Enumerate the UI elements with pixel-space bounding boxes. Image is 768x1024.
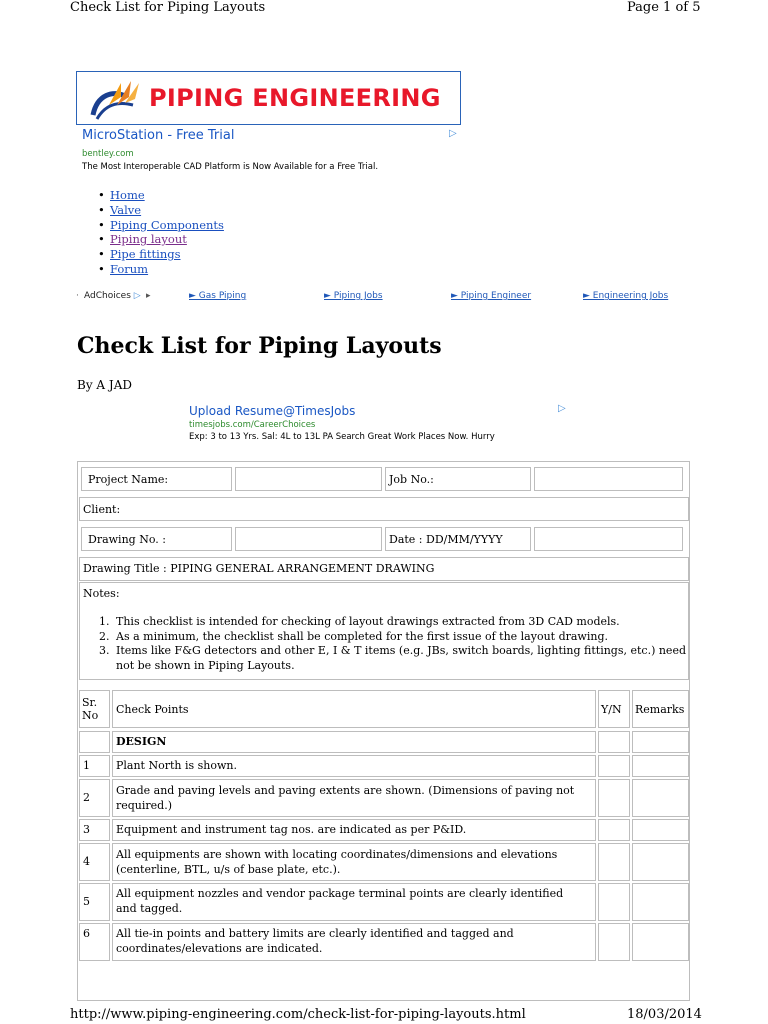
row-text: All equipment nozzles and vendor package terminal points are clearly identified and tagged. bbox=[116, 887, 564, 915]
ad2-description: Exp: 3 to 13 Yrs. Sal: 4L to 13L PA Search Great Work Places Now. Hurry bbox=[189, 432, 495, 442]
row-remarks-cell[interactable] bbox=[632, 923, 689, 961]
section-title: DESIGN bbox=[116, 735, 167, 748]
section-title-cell bbox=[112, 731, 596, 753]
row-remarks-cell[interactable] bbox=[632, 883, 689, 921]
ad2-adchoices-icon[interactable]: ▷ bbox=[558, 403, 566, 414]
note-item: 3. Items like F&G detectors and other E, I & T items (e.g. JBs, switch boards, lighting fittings, etc.) need not be shown in Piping Layouts. bbox=[99, 644, 686, 672]
nav-link-pipe-fittings[interactable]: Pipe fittings bbox=[110, 247, 181, 262]
project-name-value bbox=[235, 467, 382, 491]
row-yn-cell[interactable] bbox=[598, 755, 630, 777]
ad-url[interactable]: bentley.com bbox=[82, 149, 134, 159]
row-number: 4 bbox=[83, 855, 90, 868]
adrow-dot: · bbox=[76, 291, 79, 301]
drawing-no-value bbox=[235, 527, 382, 551]
row-yn-cell[interactable] bbox=[598, 883, 630, 921]
row-number: 5 bbox=[83, 895, 90, 908]
job-no-value bbox=[534, 467, 683, 491]
nav-item-piping-components: • Piping Components bbox=[98, 217, 224, 232]
adchoices-text: AdChoices bbox=[84, 291, 131, 301]
col-header-remarks-label: Remarks bbox=[635, 703, 685, 716]
note-item: 1. This checklist is intended for checking of layout drawings extracted from 3D CAD models. bbox=[99, 615, 620, 628]
row-text: Equipment and instrument tag nos. are indicated as per P&ID. bbox=[116, 823, 467, 836]
print-header-title: Check List for Piping Layouts bbox=[70, 0, 266, 15]
adchoices-label[interactable] bbox=[84, 291, 141, 301]
adrow-arrow-icon: ▸ bbox=[146, 291, 151, 301]
date-value bbox=[534, 527, 683, 551]
col-header-sr-label: Sr. No bbox=[82, 696, 99, 722]
ad2-title-link[interactable]: Upload Resume@TimesJobs bbox=[189, 404, 356, 418]
nav-item-piping-layout: • Piping layout bbox=[98, 232, 187, 247]
adlink-gas-piping[interactable] bbox=[189, 291, 246, 301]
row-number: 6 bbox=[83, 927, 90, 940]
project-name-label: Project Name: bbox=[88, 473, 169, 486]
ad2-url[interactable]: timesjobs.com/CareerChoices bbox=[189, 420, 316, 430]
row-number: 3 bbox=[83, 823, 90, 836]
row-yn-cell[interactable] bbox=[598, 843, 630, 881]
row-number: 1 bbox=[83, 759, 90, 772]
row-number: 2 bbox=[83, 791, 90, 804]
note-text: This checklist is intended for checking of layout drawings extracted from 3D CAD models. bbox=[116, 615, 620, 628]
nav-link-valve[interactable]: Valve bbox=[110, 202, 142, 217]
adlink-piping-engineer[interactable] bbox=[451, 291, 531, 301]
notes-label: Notes: bbox=[83, 587, 120, 600]
drawing-title-label: Drawing Title : PIPING GENERAL ARRANGEMENT DRAWING bbox=[83, 562, 435, 575]
note-text: Items like F&G detectors and other E, I & T items (e.g. JBs, switch boards, lighting fittings, etc.) need not be shown in Piping Layouts. bbox=[116, 644, 686, 672]
section-remarks-cell bbox=[632, 731, 689, 753]
row-text: All tie-in points and battery limits are clearly identified and tagged and coordinates/elevations are indicated. bbox=[116, 927, 514, 955]
nav-link-home[interactable]: Home bbox=[110, 188, 145, 202]
adchoices-play-icon: ▷ bbox=[133, 291, 141, 301]
section-yn-cell bbox=[598, 731, 630, 753]
nav-item-home: • Home bbox=[98, 188, 145, 202]
row-remarks-cell[interactable] bbox=[632, 843, 689, 881]
row-remarks-cell[interactable] bbox=[632, 755, 689, 777]
client-label: Client: bbox=[83, 503, 121, 516]
row-yn-cell[interactable] bbox=[598, 819, 630, 841]
site-nav bbox=[98, 188, 224, 277]
adlink-engineering-jobs[interactable] bbox=[583, 291, 668, 301]
row-text: All equipments are shown with locating coordinates/dimensions and elevations (centerline, BTL, u/s of base plate, etc.). bbox=[116, 848, 558, 876]
date-label: Date : DD/MM/YYYY bbox=[389, 533, 503, 546]
nav-item-forum: • Forum bbox=[98, 261, 149, 276]
row-yn-cell[interactable] bbox=[598, 923, 630, 961]
adlink-piping-jobs[interactable] bbox=[324, 291, 383, 301]
col-header-yn-label: Y/N bbox=[601, 703, 622, 716]
nav-link-piping-components[interactable]: Piping Components bbox=[110, 217, 224, 232]
section-sr-cell bbox=[79, 731, 110, 753]
site-logo[interactable] bbox=[76, 71, 461, 125]
row-yn-cell[interactable] bbox=[598, 779, 630, 817]
adlink-engineering-jobs-label: ► Engineering Jobs bbox=[583, 291, 669, 301]
client-cell bbox=[79, 497, 689, 521]
print-footer-url: http://www.piping-engineering.com/check-list-for-piping-layouts.html bbox=[70, 1007, 526, 1022]
nav-link-forum[interactable]: Forum bbox=[110, 261, 149, 276]
nav-item-pipe-fittings: • Pipe fittings bbox=[98, 247, 181, 262]
note-item: 2. As a minimum, the checklist shall be completed for the first issue of the layout drawing. bbox=[99, 629, 608, 643]
nav-item-valve: • Valve bbox=[98, 202, 142, 217]
drawing-no-label: Drawing No. : bbox=[88, 533, 166, 546]
adlink-piping-engineer-label: ► Piping Engineer bbox=[451, 291, 532, 301]
nav-link-piping-layout[interactable]: Piping layout bbox=[110, 232, 187, 247]
print-header-page: Page 1 of 5 bbox=[627, 0, 701, 15]
page-title: Check List for Piping Layouts bbox=[77, 333, 442, 359]
row-text: Grade and paving levels and paving extents are shown. (Dimensions of paving not required.) bbox=[116, 784, 575, 812]
pipe-swoosh-icon bbox=[87, 75, 145, 123]
print-footer-date: 18/03/2014 bbox=[627, 1007, 702, 1022]
logo-text: PIPING ENGINEERING bbox=[149, 84, 441, 112]
row-text: Plant North is shown. bbox=[116, 759, 237, 772]
note-text: As a minimum, the checklist shall be completed for the first issue of the layout drawing. bbox=[116, 629, 608, 643]
adchoices-icon[interactable]: ▷ bbox=[449, 128, 457, 139]
adlink-piping-jobs-label: ► Piping Jobs bbox=[324, 291, 383, 301]
row-remarks-cell[interactable] bbox=[632, 779, 689, 817]
byline: By A JAD bbox=[77, 378, 132, 392]
adlink-gas-piping-label: ► Gas Piping bbox=[189, 291, 247, 301]
ad-title-link[interactable]: MicroStation - Free Trial bbox=[82, 128, 235, 143]
row-remarks-cell[interactable] bbox=[632, 819, 689, 841]
notes-list bbox=[99, 615, 706, 673]
ad-description: The Most Interoperable CAD Platform is Now Available for a Free Trial. bbox=[82, 162, 379, 172]
col-header-check-label: Check Points bbox=[116, 703, 189, 716]
job-no-label: Job No.: bbox=[389, 473, 434, 486]
